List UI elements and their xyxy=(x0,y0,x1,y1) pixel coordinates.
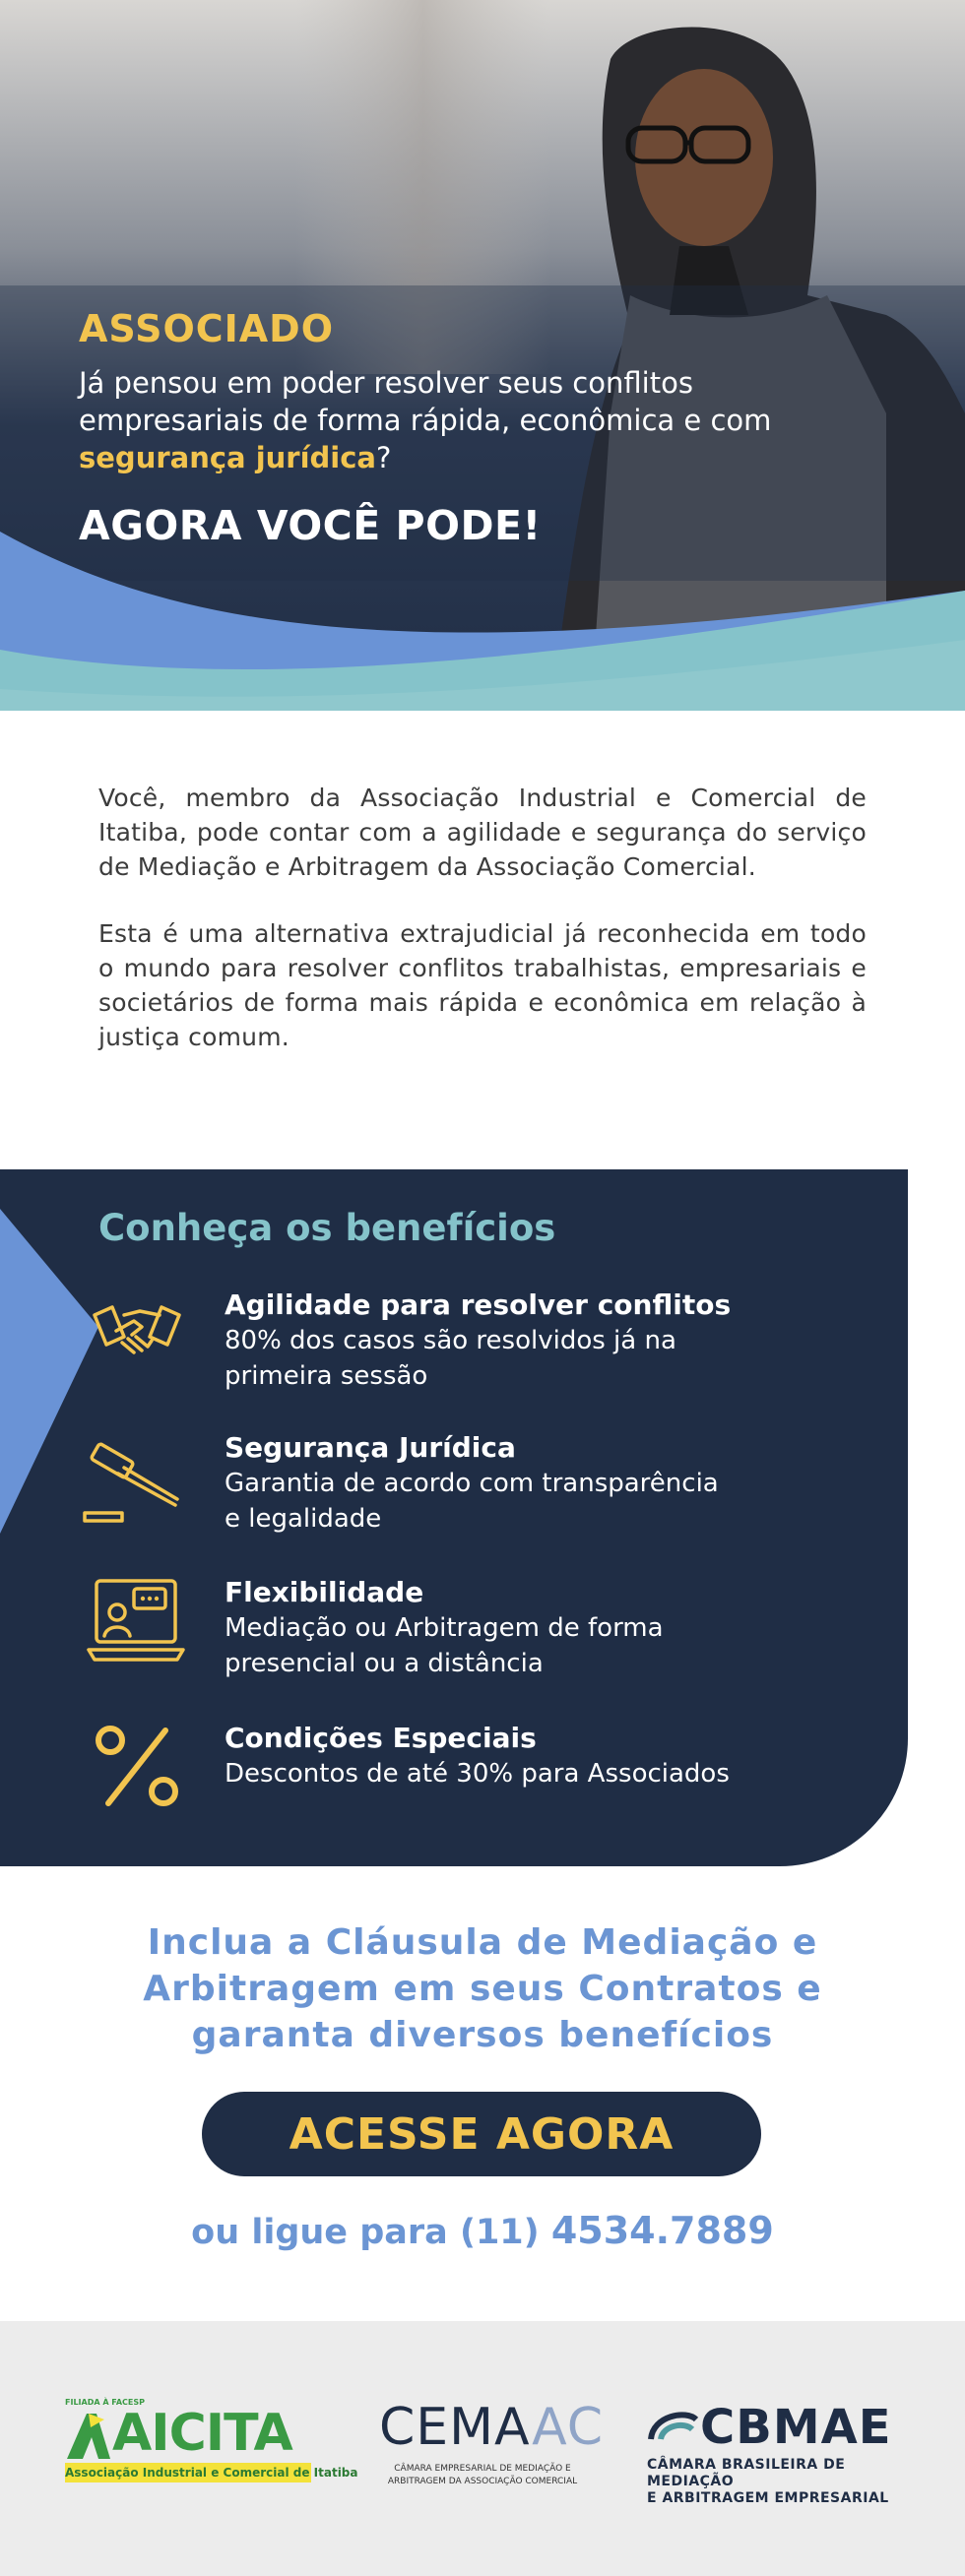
benefit-title: Flexibilidade xyxy=(225,1576,424,1608)
benefit-desc-line2: e legalidade xyxy=(225,1504,382,1534)
clause-line-1: Inclua a Cláusula de Mediação e xyxy=(147,1922,818,1963)
percent-icon xyxy=(83,1721,191,1819)
benefit-title: Segurança Jurídica xyxy=(225,1431,516,1464)
clause-line-2: Arbitragem em seus Contratos e xyxy=(143,1969,822,2009)
cemaac-word-accent: AC xyxy=(532,2398,605,2457)
intro-section xyxy=(98,781,867,1054)
benefit-desc-line1: Mediação ou Arbitragem de forma xyxy=(225,1613,664,1643)
phone-prefix: ou ligue para (11) xyxy=(191,2213,540,2252)
hero-question-end: ? xyxy=(376,441,392,474)
benefits-title: Conheça os benefícios xyxy=(98,1207,556,1249)
hero-question-highlight: segurança jurídica xyxy=(79,441,376,474)
cbmae-subtitle xyxy=(647,2457,905,2507)
aicita-mark-icon xyxy=(65,2410,112,2461)
benefit-item xyxy=(0,1288,908,1406)
hero-eyebrow: ASSOCIADO xyxy=(79,307,335,350)
benefit-desc-line1: Descontos de até 30% para Associados xyxy=(225,1759,730,1789)
cbmae-subtitle-1: CÂMARA BRASILEIRA DE MEDIAÇÃO xyxy=(647,2457,846,2489)
benefits-panel xyxy=(0,1169,908,1866)
cemaac-logo xyxy=(379,2398,605,2508)
hero-question-text: Já pensou em poder resolver seus conflitos empresariais de forma rápida, econômica e com xyxy=(79,366,772,437)
access-now-button[interactable]: ACESSE AGORA xyxy=(202,2092,761,2176)
benefit-item xyxy=(0,1430,908,1548)
benefit-desc-line1: 80% dos casos são resolvidos já na xyxy=(225,1326,676,1355)
cemaac-wordmark xyxy=(379,2398,605,2457)
video-chat-icon xyxy=(83,1575,191,1673)
cbmae-logo xyxy=(647,2400,905,2506)
benefit-title: Agilidade para resolver conflitos xyxy=(225,1288,732,1321)
benefit-item xyxy=(0,1721,908,1839)
hero-banner xyxy=(0,0,965,711)
cbmae-mark-icon xyxy=(647,2406,700,2445)
aicita-tag: FILIADA À FACESP xyxy=(65,2398,145,2407)
cemaac-subtitle-1: CÂMARA EMPRESARIAL DE MEDIAÇÃO E xyxy=(394,2464,571,2474)
phone-number[interactable]: 4534.7889 xyxy=(550,2209,774,2252)
intro-paragraph-2: Esta é uma alternativa extrajudicial já reconhecida em todo o mundo para resolver conflitos trabalhistas, empresariais e societários de forma mais rápida e econômica em relação à justiça comum. xyxy=(98,919,867,1051)
benefit-title: Condições Especiais xyxy=(225,1722,537,1754)
clause-callout xyxy=(79,1919,886,2058)
clause-line-3: garanta diversos benefícios xyxy=(191,2015,774,2055)
benefit-desc-line2: primeira sessão xyxy=(225,1361,428,1391)
aicita-wordmark: AICITA xyxy=(112,2404,292,2463)
gavel-icon xyxy=(83,1430,191,1529)
hero-text xyxy=(79,307,827,549)
benefit-item xyxy=(0,1575,908,1693)
cbmae-wordmark: CBMAE xyxy=(700,2400,892,2455)
aicita-logo xyxy=(65,2398,358,2496)
benefit-desc-line1: Garantia de acordo com transparência xyxy=(225,1469,719,1498)
intro-paragraph-1: Você, membro da Associação Industrial e Comercial de Itatiba, pode contar com a agilidade e segurança do serviço de Mediação e Arbitragem da Associação Comercial. xyxy=(98,784,867,881)
cemaac-word-main: CEMA xyxy=(379,2398,533,2457)
aicita-subtitle: Associação Industrial e Comercial de Itatiba xyxy=(65,2463,311,2482)
hero-question xyxy=(79,364,827,476)
phone-contact xyxy=(79,2209,886,2252)
cemaac-subtitle-2: ARBITRAGEM DA ASSOCIAÇÃO COMERCIAL xyxy=(387,2477,578,2486)
benefit-desc-line2: presencial ou a distância xyxy=(225,1649,544,1678)
footer-logos xyxy=(0,2321,965,2576)
handshake-icon xyxy=(83,1288,191,1386)
cbmae-subtitle-2: E ARBITRAGEM EMPRESARIAL xyxy=(647,2490,889,2506)
hero-headline: AGORA VOCÊ PODE! xyxy=(79,502,542,549)
